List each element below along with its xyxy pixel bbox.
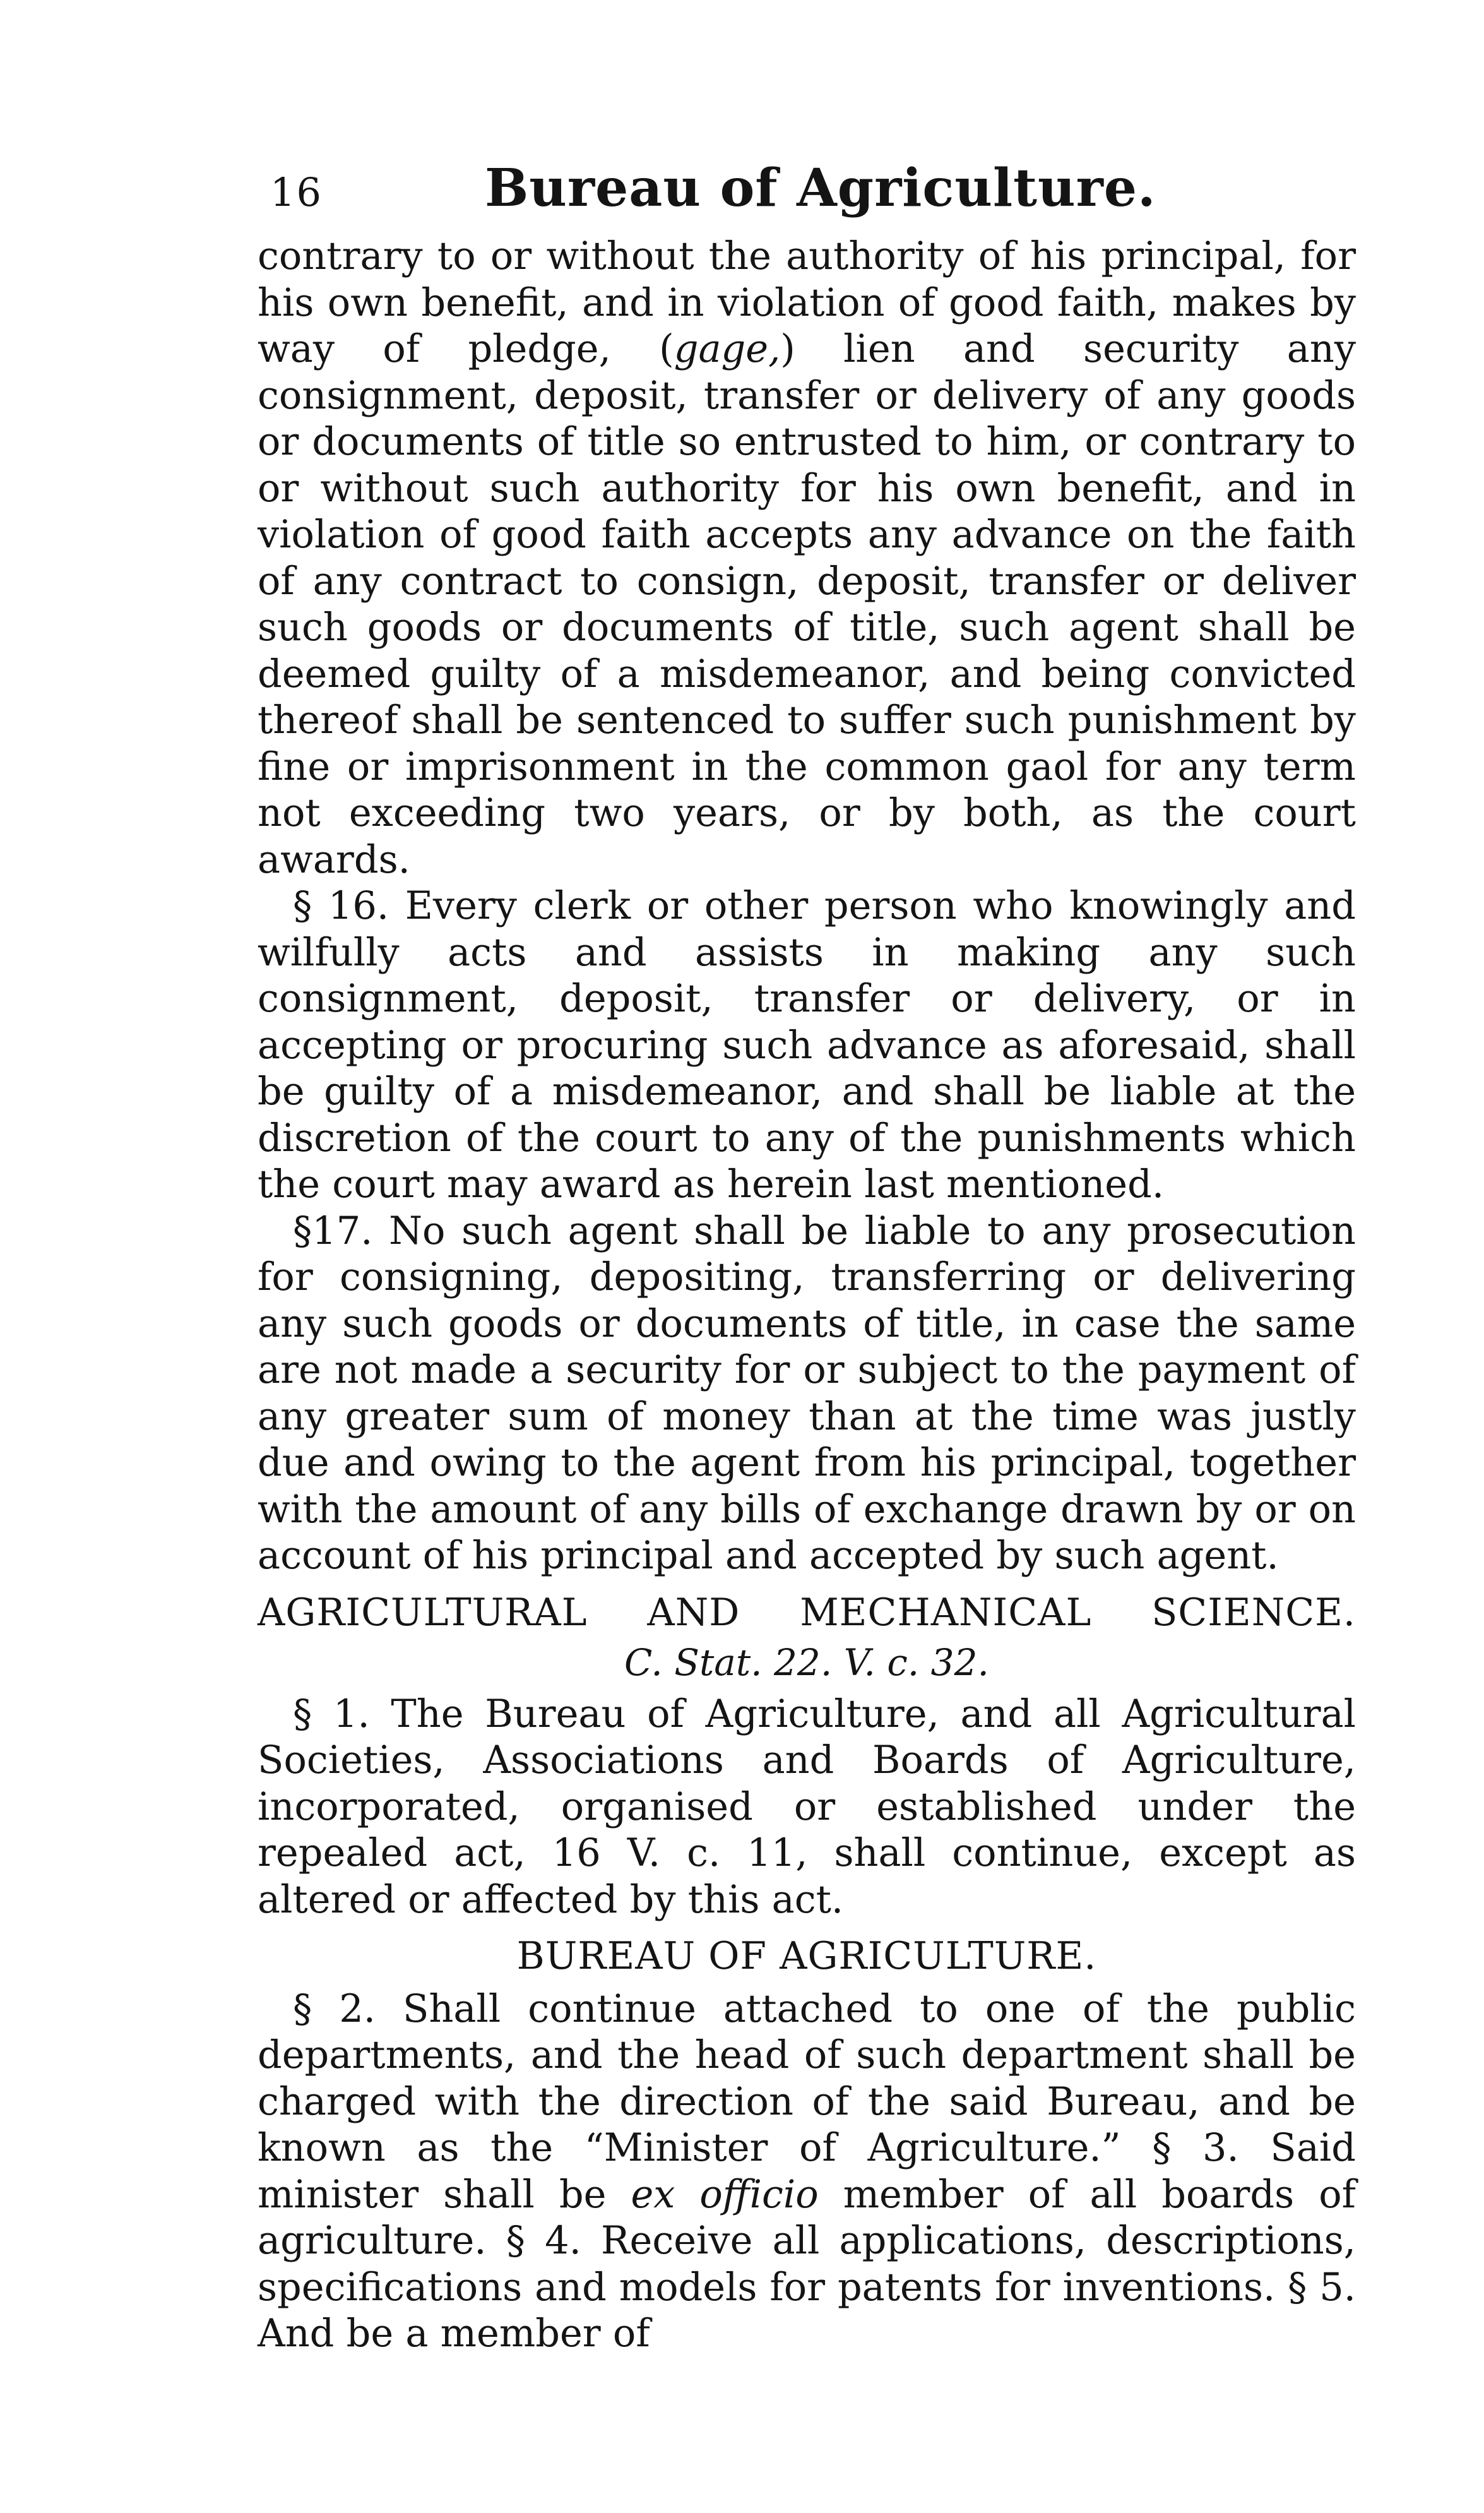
section-2-5-paragraph [258,1986,1356,2358]
paragraph-text: § 2. Shall continue attached to one of the public departments, and the head of such department shall be charged with the direction of the said Bureau, and be known as the “Minister of Agriculture.” § 3. Said minister shall be [258,1986,1356,2217]
section-17-paragraph: §17. No such agent shall be liable to any prosecution for consigning, depositing, transferring or delivering any such goods or documents of title, in case the same are not made a security for or subject to the payment of any greater sum of money than at the time was justly due and owing to the agent from his principal, together with the amount of any bills of exchange drawn by or on account of his principal and accepted by such agent. [258,1209,1356,1578]
italic-term-ex-officio: ex officio [631,2172,819,2217]
paragraph-text-rest: ) lien and security any consignment, deposit, transfer or delivery of any goods or documents of title so entrusted to him, or contrary to or without such authority for his own benefit, and in violation of good faith accepts any advance on the faith of any contract to consign, deposit, transfer or deliver such goods or documents of title, such agent shall be deemed guilty of a misdemeanor, and being convicted thereof shall be sentenced to suffer such punishment by fine or imprisonment in the common gaol for any term not exceeding two years, or by both, as the court awards. [258,327,1356,882]
book-page [258,158,1356,2358]
statute-citation: C. Stat. 22. V. c. 32. [624,1641,989,1684]
running-head [258,158,1356,234]
paragraph-text-rest: member of all boards of agriculture. § 4. Receive all applications, descriptions, specifications and models for patents for inventions. § 5. And be a member of [258,2172,1356,2356]
section-1-paragraph: § 1. The Bureau of Agriculture, and all Agricultural Societies, Associations and Boards of Agriculture, incorporated, organised or established under the repealed act, 16 V. c. 11, shall continue, except as altered or affected by this act. [258,1692,1356,1922]
page-number: 16 [270,169,323,215]
italic-term-gage: gage, [674,327,781,371]
paragraph-text: contrary to or without the authority of his principal, for his own benefit, and in violation of good faith, makes by way of pledge, ( [258,234,1356,371]
paragraph-continuation [258,234,1356,883]
running-title: Bureau of Agriculture. [485,158,1156,218]
section-16-paragraph: § 16. Every clerk or other person who knowingly and wilfully acts and assists in making any such consignment, deposit, transfer or delivery, or in accepting or procuring such advance as aforesaid, shall be guilty of a misdemeanor, and shall be liable at the discretion of the court to any of the punishments which the court may award as herein last mentioned. [258,884,1356,1207]
section-heading-agricultural-science: AGRICULTURAL AND MECHANICAL SCIENCE. [258,1590,1356,1635]
section-heading-bureau: BUREAU OF AGRICULTURE. [516,1934,1097,1978]
